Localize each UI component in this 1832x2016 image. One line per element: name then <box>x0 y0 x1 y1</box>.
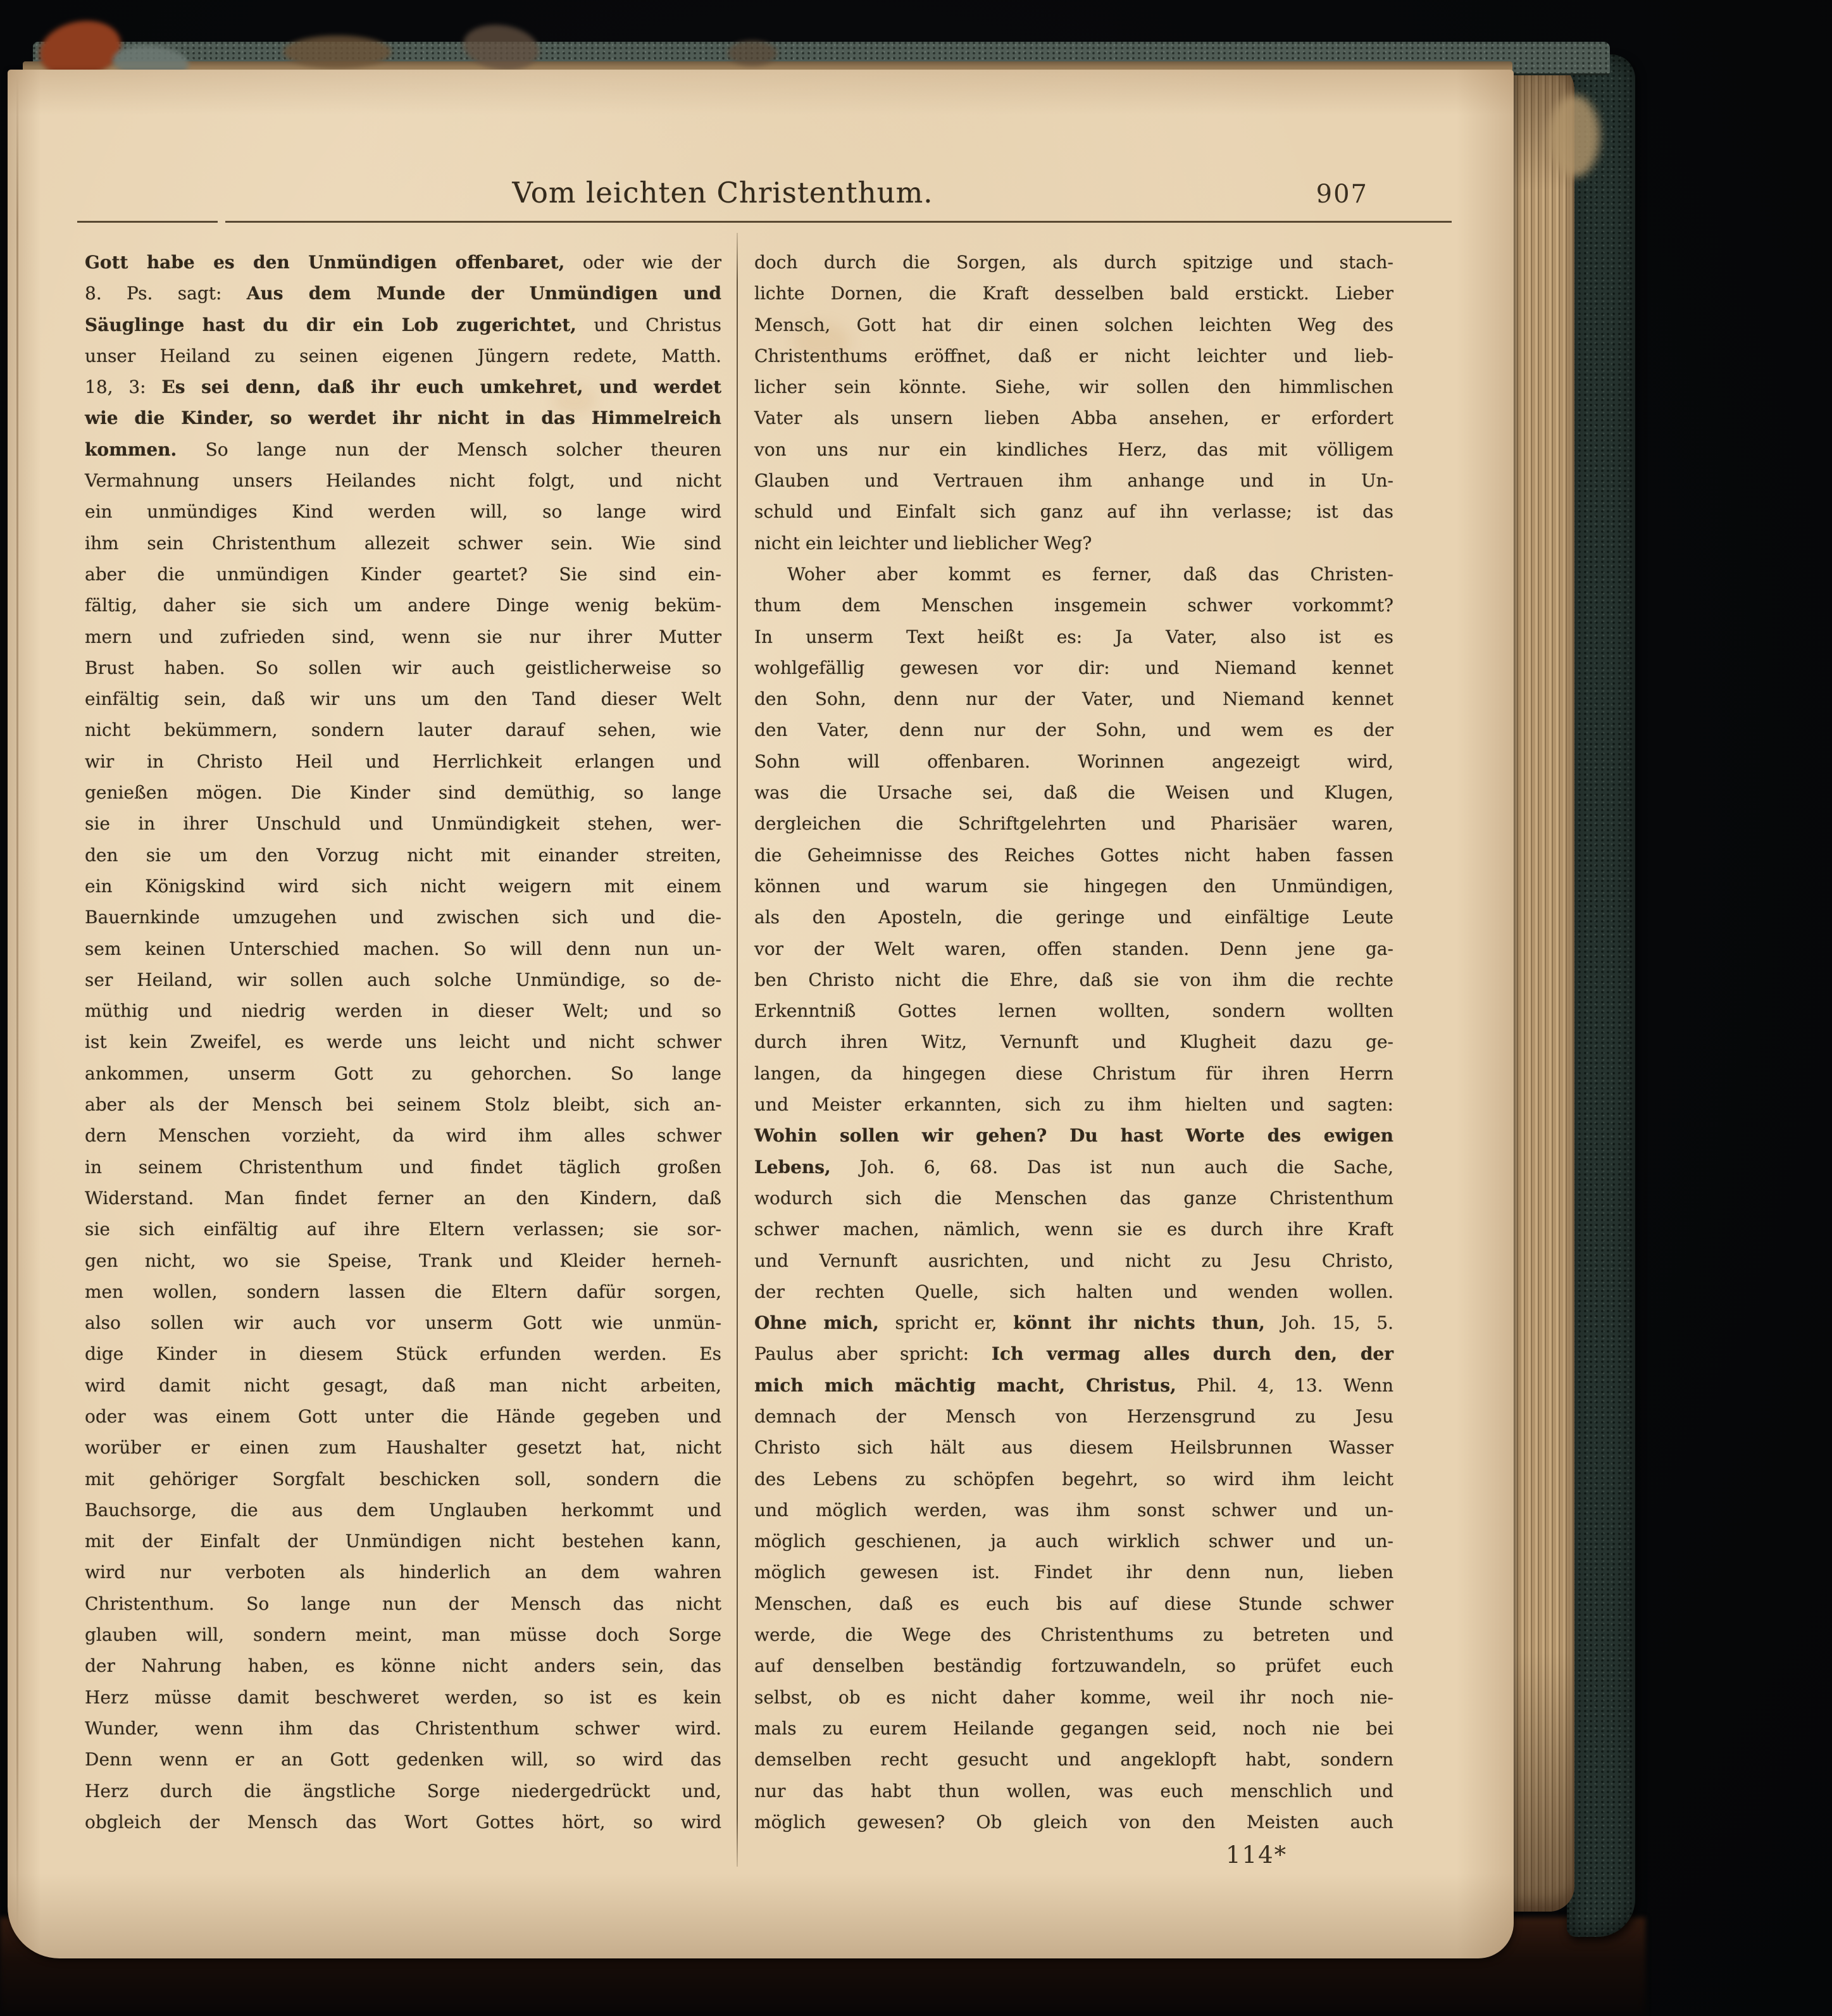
text-run: genießen mögen. Die Kinder sind demüthig, so lange <box>85 782 721 804</box>
running-head-title: Vom leichten Christenthum. <box>512 176 933 209</box>
text-line <box>754 402 1393 433</box>
text-run: Brust haben. So sollen wir auch geistlicherweise so <box>85 657 721 678</box>
bold-text-run: kommen. <box>85 439 177 460</box>
text-line <box>85 1557 721 1588</box>
text-run: Menschen, daß es euch bis auf diese Stunde schwer <box>754 1593 1393 1614</box>
text-line <box>754 1245 1393 1276</box>
text-run: selbst, ob es nicht daher komme, weil ihr noch nie- <box>754 1686 1393 1708</box>
text-line <box>85 528 721 559</box>
text-run: Joh. 6, 68. Das ist nun auch die Sache, <box>830 1156 1393 1178</box>
text-line <box>85 964 721 995</box>
signature-mark: 114* <box>1226 1841 1288 1869</box>
text-line <box>754 652 1393 683</box>
text-line <box>85 1401 721 1432</box>
text-line <box>85 1338 721 1369</box>
text-line <box>85 1307 721 1338</box>
text-run: schwer machen, nämlich, wenn sie es durch ihre Kraft <box>754 1219 1393 1240</box>
text-line <box>754 1495 1393 1526</box>
text-line <box>754 933 1393 964</box>
text-run: Christenthum. So lange nun der Mensch das nicht <box>85 1593 721 1614</box>
text-run: wird nur verboten als hinderlich an dem wahren <box>85 1562 721 1583</box>
text-run: ein unmündiges Kind werden will, so lange wird <box>85 501 721 523</box>
text-line <box>754 371 1393 402</box>
text-run: des Lebens zu schöpfen begehrt, so wird ihm leicht <box>754 1468 1393 1490</box>
text-run: 8. Ps. sagt: <box>85 283 247 304</box>
column-divider-rule <box>737 233 738 1867</box>
text-line <box>85 1744 721 1775</box>
text-line <box>754 1682 1393 1713</box>
text-run: Paulus aber spricht: <box>754 1343 992 1365</box>
bold-text-run: Ich vermag alles durch den, der <box>991 1343 1393 1365</box>
text-line <box>85 434 721 465</box>
book-page <box>8 70 1514 1958</box>
text-line <box>754 683 1393 714</box>
text-run: mals zu eurem Heilande gegangen seid, noch nie bei <box>754 1717 1393 1739</box>
text-line <box>85 808 721 839</box>
cover-corner-wear-spot <box>1549 95 1600 177</box>
text-line <box>85 465 721 496</box>
text-line <box>85 1776 721 1807</box>
text-line <box>85 777 721 808</box>
text-run: 18, 3: <box>85 376 162 398</box>
text-line <box>754 1058 1393 1089</box>
text-line <box>754 871 1393 902</box>
text-line <box>85 840 721 871</box>
text-run: werde, die Wege des Christenthums zu betreten und <box>754 1624 1393 1646</box>
text-line <box>85 309 721 340</box>
text-line <box>754 1089 1393 1120</box>
bold-text-run: Gott habe es den Unmündigen offenbaret, <box>85 252 565 273</box>
text-line <box>85 652 721 683</box>
text-line <box>754 465 1393 496</box>
text-line <box>754 1338 1393 1369</box>
text-run: möglich geschienen, ja auch wirklich schwer und un- <box>754 1531 1393 1552</box>
running-head <box>77 176 1368 214</box>
text-line <box>754 1650 1393 1681</box>
frayed-cloth-tuft <box>728 40 777 66</box>
text-line <box>85 590 721 621</box>
text-run: als den Aposteln, die geringe und einfältige Leute <box>754 907 1393 928</box>
text-run: ankommen, unserm Gott zu gehorchen. So lange <box>85 1062 721 1084</box>
text-run: ist kein Zweifel, es werde uns leicht und nicht schwer <box>85 1031 721 1053</box>
frayed-cloth-tuft <box>284 35 391 68</box>
text-run: glauben will, sondern meint, man müsse doch Sorge <box>85 1624 721 1646</box>
text-run: demselben recht gesucht und angeklopft habt, sondern <box>754 1749 1393 1770</box>
bold-text-run: Lebens, <box>754 1156 831 1178</box>
text-run: men wollen, sondern lassen die Eltern dafür sorgen, <box>85 1281 721 1302</box>
text-run: aber als der Mensch bei seinem Stolz bleibt, sich an- <box>85 1094 721 1116</box>
text-run: aber die unmündigen Kinder geartet? Sie sind ein- <box>85 563 721 585</box>
text-run: licher sein könnte. Siehe, wir sollen den himmlischen <box>754 376 1393 398</box>
text-column-left <box>85 247 721 1838</box>
text-line <box>85 1464 721 1495</box>
text-line <box>754 434 1393 465</box>
header-rule-segment <box>77 221 218 223</box>
text-line <box>754 1588 1393 1619</box>
text-run: sie in ihrer Unschuld und Unmündigkeit stehen, wer- <box>85 813 721 835</box>
text-run: Woher aber kommt es ferner, daß das Christen- <box>787 563 1393 585</box>
text-run: der Nahrung haben, es könne nicht anders sein, das <box>85 1655 721 1677</box>
text-run: mern und zufrieden sind, wenn sie nur ihrer Mutter <box>85 626 721 647</box>
text-line <box>754 309 1393 340</box>
text-run: schuld und Einfalt sich ganz auf ihn verlasse; ist das <box>754 501 1393 523</box>
text-run: mit gehöriger Sorgfalt beschicken soll, sondern die <box>85 1468 721 1490</box>
text-line <box>754 995 1393 1026</box>
text-run: Denn wenn er an Gott gedenken will, so wird das <box>85 1749 721 1770</box>
text-run: sie sich einfältig auf ihre Eltern verlassen; sie sor- <box>85 1219 721 1240</box>
text-line <box>754 1619 1393 1650</box>
text-run: und Vernunft ausrichten, und nicht zu Jesu Christo, <box>754 1250 1393 1271</box>
text-run: unser Heiland zu seinen eigenen Jüngern redete, Matth. <box>85 345 721 366</box>
text-line <box>754 1464 1393 1495</box>
text-line <box>85 340 721 371</box>
text-line <box>85 1089 721 1120</box>
text-run: fältig, daher sie sich um andere Dinge wenig beküm- <box>85 595 721 616</box>
text-line <box>85 1152 721 1183</box>
text-run: den Sohn, denn nur der Vater, und Niemand kennet <box>754 688 1393 710</box>
text-run: ben Christo nicht die Ehre, daß sie von ihm die rechte <box>754 969 1393 990</box>
text-run: möglich gewesen ist. Findet ihr denn nun, lieben <box>754 1562 1393 1583</box>
text-line <box>754 590 1393 621</box>
text-line <box>85 1588 721 1619</box>
text-run: Phil. 4, 13. Wenn <box>1176 1374 1393 1396</box>
text-line <box>85 371 721 402</box>
text-line <box>754 621 1393 652</box>
text-run: dern Menschen vorzieht, da wird ihm alles schwer <box>85 1125 721 1147</box>
text-line <box>754 1401 1393 1432</box>
text-run: mit der Einfalt der Unmündigen nicht bestehen kann, <box>85 1531 721 1552</box>
bold-text-run: Säuglinge hast du dir ein Lob zugerichtet, <box>85 314 576 335</box>
text-run: ein Königskind wird sich nicht weigern mit einem <box>85 875 721 897</box>
text-line <box>754 1744 1393 1775</box>
text-line <box>754 1026 1393 1057</box>
text-run: langen, da hingegen diese Christum für ihren Herrn <box>754 1062 1393 1084</box>
text-line <box>754 1776 1393 1807</box>
text-run: durch ihren Witz, Vernunft und Klugheit dazu ge- <box>754 1031 1393 1053</box>
text-run: In unserm Text heißt es: Ja Vater, also ist es <box>754 626 1393 647</box>
text-run: doch durch die Sorgen, als durch spitzige und stach- <box>754 252 1393 273</box>
text-run: obgleich der Mensch das Wort Gottes hört, so wird <box>85 1811 721 1832</box>
text-line <box>85 1214 721 1245</box>
text-line <box>754 1183 1393 1214</box>
text-run: nicht ein leichter und lieblicher Weg? <box>754 532 1092 554</box>
text-line <box>754 340 1393 371</box>
text-run: einfältig sein, daß wir uns um den Tand dieser Welt <box>85 688 721 710</box>
text-line <box>754 1432 1393 1463</box>
page-gutter-crease <box>16 75 18 1935</box>
text-run: Christo sich hält aus diesem Heilsbrunnen Wasser <box>754 1437 1393 1459</box>
text-run: von uns nur ein kindliches Herz, das mit völligem <box>754 439 1393 460</box>
text-line <box>85 1807 721 1838</box>
text-run: ser Heiland, wir sollen auch solche Unmündige, so de- <box>85 969 721 990</box>
text-run: und Christus <box>576 314 721 335</box>
text-line <box>754 840 1393 871</box>
text-line <box>754 964 1393 995</box>
bold-text-run: Ohne mich, <box>754 1312 879 1334</box>
text-run: auf denselben beständig fortzuwandeln, so prüfet euch <box>754 1655 1393 1677</box>
text-run: Christenthums eröffnet, daß er nicht leichter und lieb- <box>754 345 1393 366</box>
text-line <box>85 559 721 590</box>
bold-text-run: wie die Kinder, so werdet ihr nicht in das Himmelreich <box>85 408 721 429</box>
text-run: wohlgefällig gewesen vor dir: und Niemand kennet <box>754 657 1393 678</box>
text-line <box>85 933 721 964</box>
text-line <box>85 621 721 652</box>
page-number: 907 <box>1316 180 1368 209</box>
bold-text-run: Wohin sollen wir gehen? Du hast Worte des ewigen <box>754 1125 1393 1147</box>
text-line <box>754 808 1393 839</box>
text-run: möglich gewesen? Ob gleich von den Meisten auch <box>754 1811 1393 1832</box>
text-run: was die Ursache sei, daß die Weisen und Klugen, <box>754 782 1393 804</box>
text-line <box>754 777 1393 808</box>
text-run: demnach der Mensch von Herzensgrund zu Jesu <box>754 1405 1393 1427</box>
text-line <box>85 1495 721 1526</box>
text-column-right <box>754 247 1393 1838</box>
page-stack-fore-edge <box>1507 61 1574 1912</box>
text-run: können und warum sie hingegen den Unmündigen, <box>754 875 1393 897</box>
text-run: Wunder, wenn ihm das Christenthum schwer wird. <box>85 1717 721 1739</box>
text-line <box>754 1526 1393 1557</box>
text-run: Joh. 15, 5. <box>1264 1312 1393 1334</box>
text-run: Widerstand. Man findet ferner an den Kindern, daß <box>85 1187 721 1209</box>
text-run: wodurch sich die Menschen das ganze Christenthum <box>754 1187 1393 1209</box>
text-run: spricht er, <box>878 1312 1014 1334</box>
text-run: thum dem Menschen insgemein schwer vorkommt? <box>754 595 1393 616</box>
text-run: Herz müsse damit beschweret werden, so ist es kein <box>85 1686 721 1708</box>
text-line <box>85 247 721 278</box>
text-run: oder wie der <box>564 252 722 273</box>
text-run: den Vater, denn nur der Sohn, und wem es der <box>754 719 1393 741</box>
text-line <box>754 1152 1393 1183</box>
text-run: Herz durch die ängstliche Sorge niedergedrückt und, <box>85 1780 721 1801</box>
text-run: Mensch, Gott hat dir einen solchen leichten Weg des <box>754 314 1393 335</box>
text-run: sem keinen Unterschied machen. So will denn nun un- <box>85 938 721 959</box>
text-run: So lange nun der Mensch solcher theuren <box>177 439 721 460</box>
text-run: oder was einem Gott unter die Hände gegeben und <box>85 1405 721 1427</box>
text-line <box>754 1370 1393 1401</box>
text-line <box>754 496 1393 527</box>
text-run: Bauchsorge, die aus dem Unglauben herkommt und <box>85 1499 721 1521</box>
text-run: wir in Christo Heil und Herrlichkeit erlangen und <box>85 750 721 772</box>
text-line <box>85 1650 721 1681</box>
bold-text-run: mich mich mächtig macht, Christus, <box>754 1374 1176 1396</box>
text-line <box>85 1058 721 1089</box>
text-line <box>754 559 1393 590</box>
text-run: ihm sein Christenthum allezeit schwer sein. Wie sind <box>85 532 721 554</box>
text-line <box>754 1807 1393 1838</box>
text-line <box>85 1682 721 1713</box>
bold-text-run: Es sei denn, daß ihr euch umkehret, und werdet <box>161 376 722 398</box>
text-line <box>754 247 1393 278</box>
text-line <box>85 746 721 777</box>
text-run: lichte Dornen, die Kraft desselben bald erstickt. Lieber <box>754 283 1393 304</box>
text-line <box>85 1713 721 1744</box>
text-run: Sohn will offenbaren. Worinnen angezeigt wird, <box>754 750 1393 772</box>
text-run: Erkenntniß Gottes lernen wollten, sondern wollten <box>754 1000 1393 1022</box>
text-run: müthig und niedrig werden in dieser Welt; und so <box>85 1000 721 1022</box>
text-line <box>85 402 721 433</box>
text-run: der rechten Quelle, sich halten und wenden wollen. <box>754 1281 1393 1302</box>
header-rule-segment <box>225 221 1452 223</box>
text-line <box>85 496 721 527</box>
text-run: den sie um den Vorzug nicht mit einander streiten, <box>85 844 721 866</box>
text-run: nur das habt thun wollen, was euch menschlich und <box>754 1780 1393 1801</box>
text-run: also sollen wir auch vor unserm Gott wie unmün- <box>85 1312 721 1334</box>
text-run: wird damit nicht gesagt, daß man nicht arbeiten, <box>85 1374 721 1396</box>
text-line <box>85 1183 721 1214</box>
text-line <box>85 683 721 714</box>
book-cover-right-edge <box>1567 54 1635 1937</box>
text-run: Bauernkinde umzugehen und zwischen sich und die- <box>85 907 721 928</box>
text-run: worüber er einen zum Haushalter gesetzt hat, nicht <box>85 1437 721 1459</box>
text-line <box>85 995 721 1026</box>
text-line <box>85 1619 721 1650</box>
bold-text-run: Aus dem Munde der Unmündigen und <box>246 283 721 304</box>
text-run: dergleichen die Schriftgelehrten und Pharisäer waren, <box>754 813 1393 835</box>
text-line <box>754 746 1393 777</box>
text-line <box>754 1120 1393 1151</box>
text-run: und möglich werden, was ihm sonst schwer und un- <box>754 1499 1393 1521</box>
text-line <box>754 1214 1393 1245</box>
text-run: und Meister erkannten, sich zu ihm hielten und sagten: <box>754 1094 1393 1116</box>
text-line <box>754 902 1393 933</box>
text-line <box>85 1120 721 1151</box>
bold-text-run: könnt ihr nichts thun, <box>1013 1312 1265 1334</box>
text-line <box>754 1307 1393 1338</box>
text-run: dige Kinder in diesem Stück erfunden werden. Es <box>85 1343 721 1365</box>
text-line <box>754 528 1393 559</box>
text-line <box>85 1026 721 1057</box>
text-line <box>85 1276 721 1307</box>
text-run: nicht bekümmern, sondern lauter darauf sehen, wie <box>85 719 721 741</box>
text-line <box>85 714 721 745</box>
text-line <box>85 1432 721 1463</box>
text-run: die Geheimnisse des Reiches Gottes nicht haben fassen <box>754 844 1393 866</box>
text-line <box>754 1713 1393 1744</box>
text-line <box>754 1557 1393 1588</box>
text-run: Vater als unsern lieben Abba ansehen, er erfordert <box>754 408 1393 429</box>
text-line <box>85 278 721 309</box>
text-line <box>754 278 1393 309</box>
text-line <box>85 871 721 902</box>
text-run: vor der Welt waren, offen standen. Denn jene ga- <box>754 938 1393 959</box>
text-line <box>754 1276 1393 1307</box>
text-line <box>754 714 1393 745</box>
text-run: Glauben und Vertrauen ihm anhange und in Un- <box>754 470 1393 492</box>
text-run: in seinem Christenthum und findet täglich großen <box>85 1156 721 1178</box>
text-run: Vermahnung unsers Heilandes nicht folgt, und nicht <box>85 470 721 492</box>
text-run: gen nicht, wo sie Speise, Trank und Kleider herneh- <box>85 1250 721 1271</box>
text-line <box>85 902 721 933</box>
text-line <box>85 1370 721 1401</box>
text-line <box>85 1526 721 1557</box>
text-line <box>85 1245 721 1276</box>
